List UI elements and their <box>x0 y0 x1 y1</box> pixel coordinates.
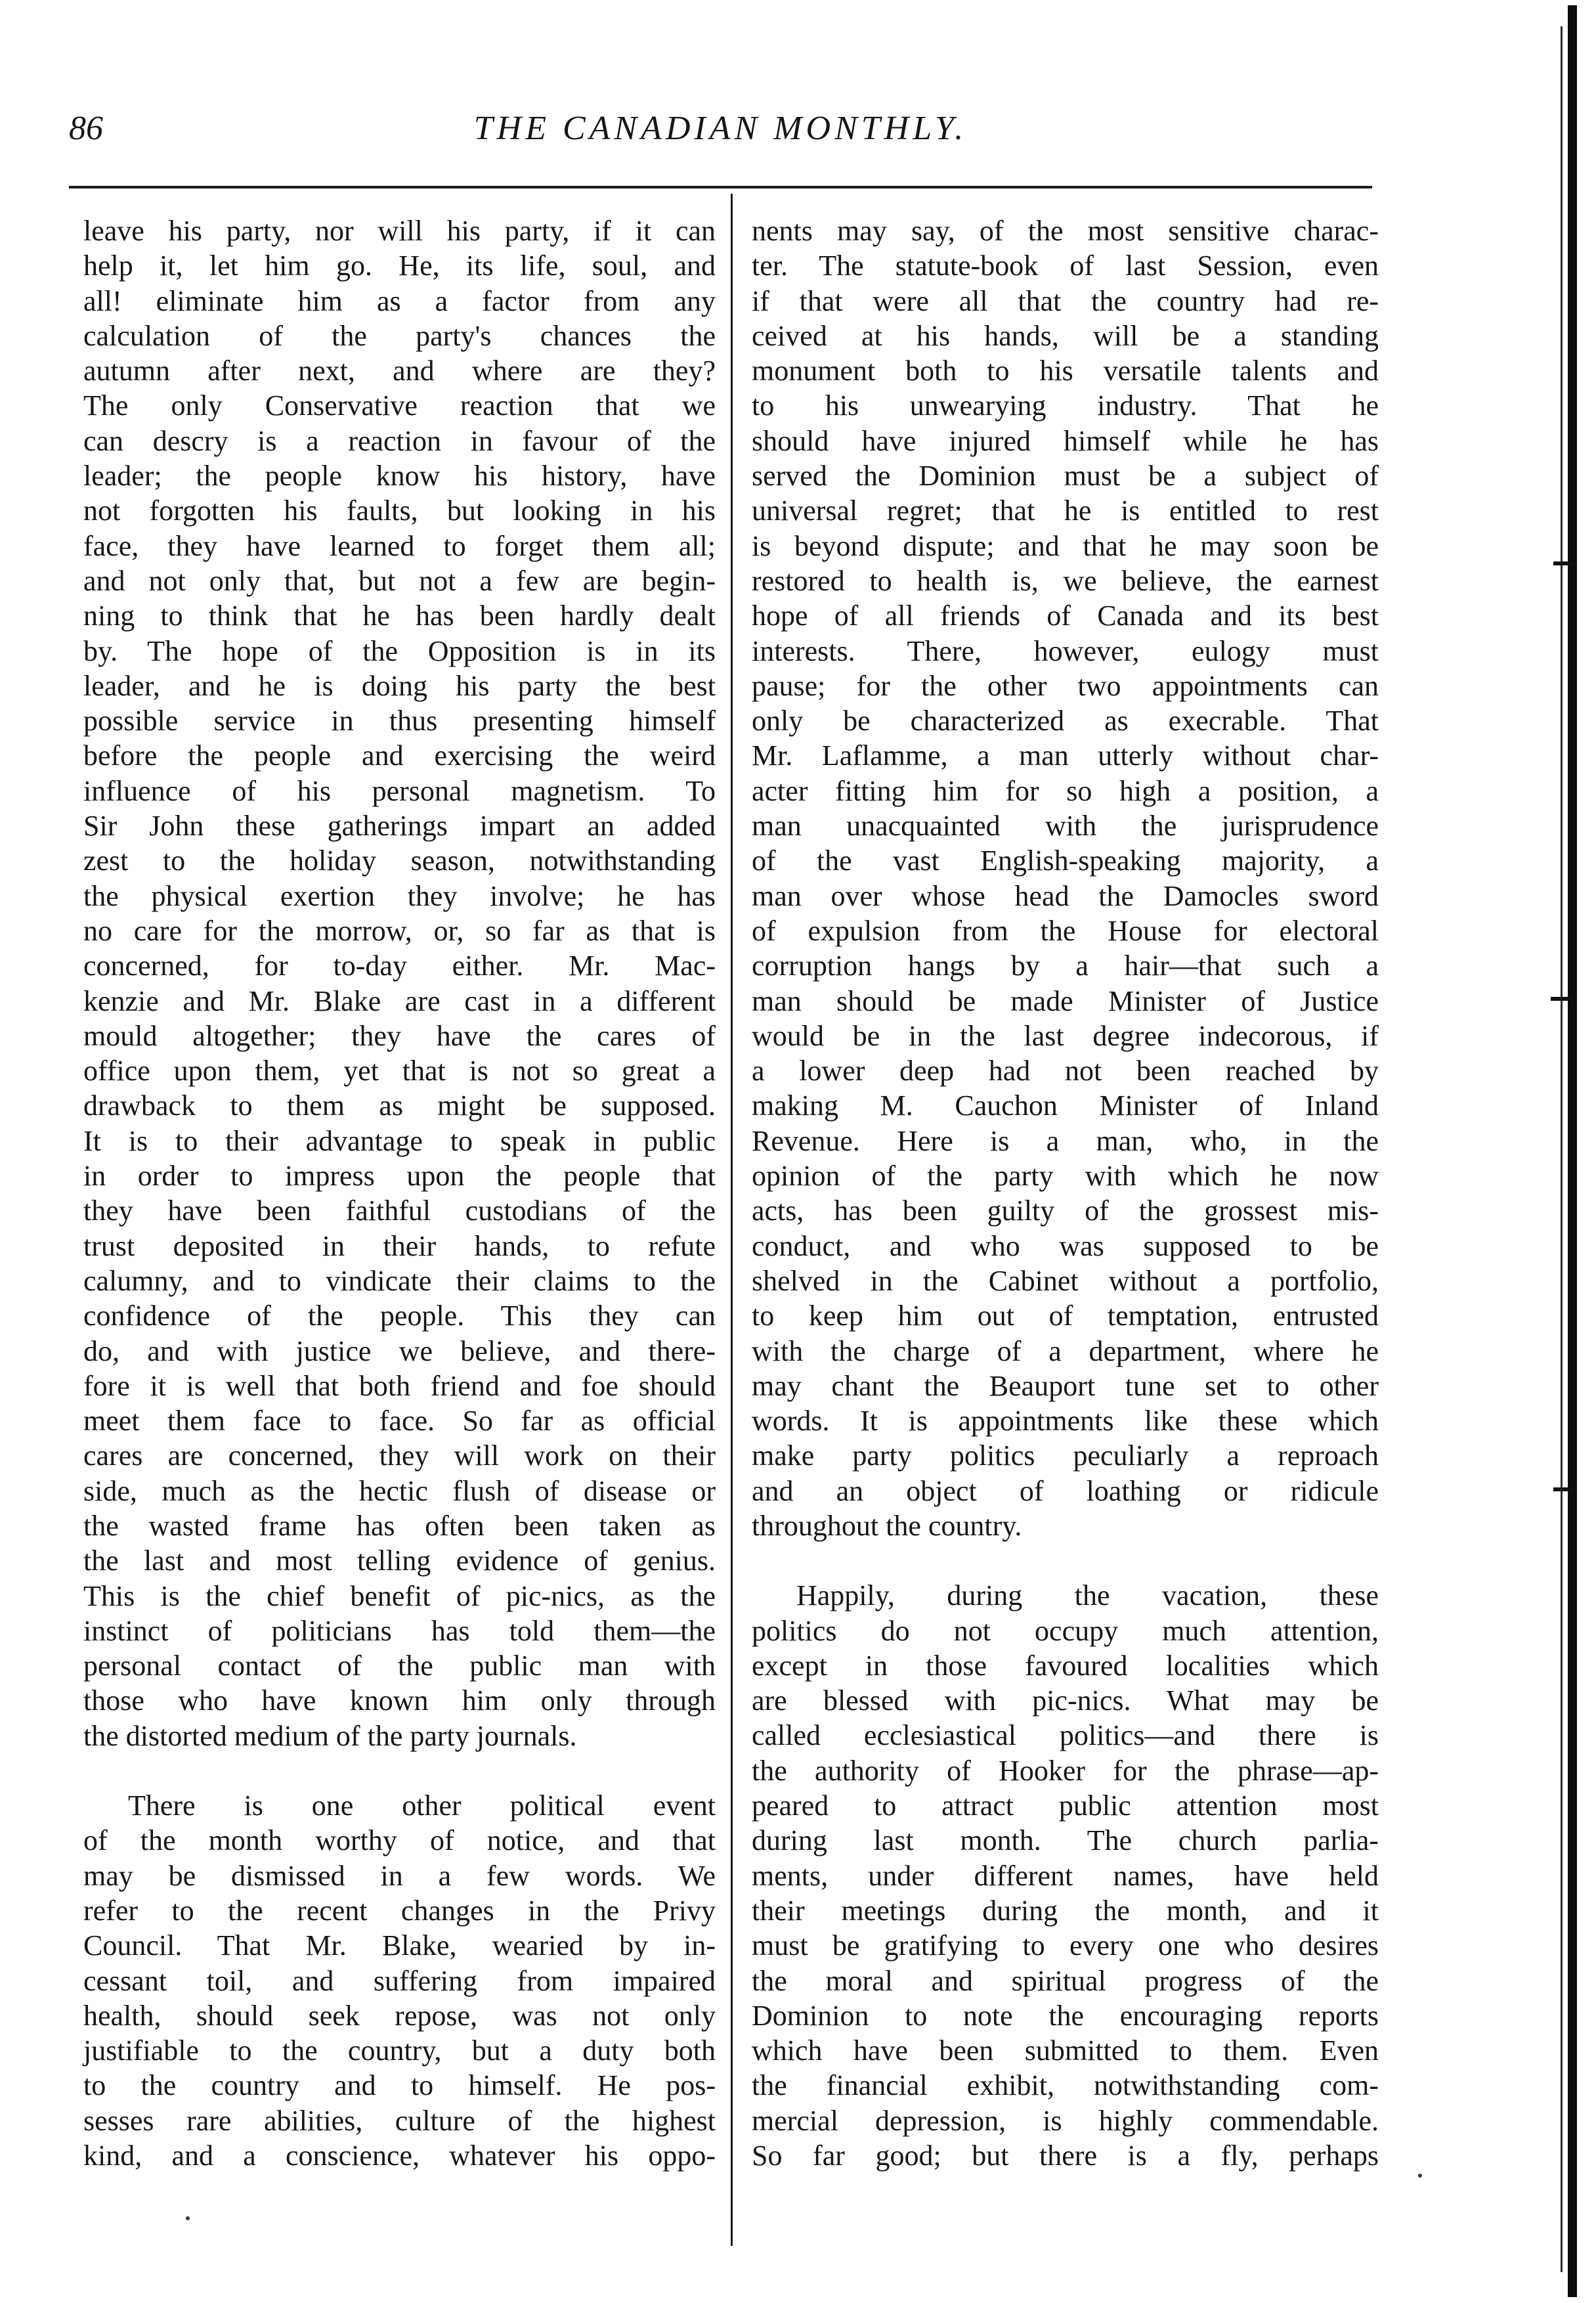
text-line: is beyond dispute; and that he may soon be <box>752 529 1379 562</box>
text-line: It is to their advantage to speak in public <box>83 1124 716 1157</box>
text-line: Revenue. Here is a man, who, in the <box>752 1124 1379 1157</box>
text-line: kind, and a conscience, whatever his oppo- <box>83 2139 716 2172</box>
text-line: refer to the recent changes in the Privy <box>83 1894 716 1927</box>
text-line: interests. There, however, eulogy must <box>752 634 1379 667</box>
text-line: to keep him out of temptation, entrusted <box>752 1300 1379 1332</box>
text-line: should have injured himself while he has <box>752 424 1379 457</box>
text-line: conduct, and who was supposed to be <box>752 1229 1379 1262</box>
text-line: of the vast English-speaking majority, a <box>752 844 1379 877</box>
binding-mark <box>1553 561 1576 565</box>
text-line: face, they have learned to forget them all; <box>83 529 716 562</box>
paper-speck <box>186 2216 190 2220</box>
text-line: ter. The statute-book of last Session, even <box>752 250 1379 282</box>
text-line: those who have known him only through <box>83 1684 716 1717</box>
paper-speck <box>1418 2174 1422 2178</box>
text-line: possible service in thus presenting himself <box>83 705 716 737</box>
text-line: help it, let him go. He, its life, soul, and <box>83 250 716 282</box>
text-line: making M. Cauchon Minister of Inland <box>752 1089 1379 1122</box>
text-line: ments, under different names, have held <box>752 1859 1379 1892</box>
page-edge-shadow <box>1561 26 1563 2272</box>
text-line: universal regret; that he is entitled to rest <box>752 494 1379 527</box>
text-line: zest to the holiday season, notwithstanding <box>83 844 716 877</box>
text-line: ning to think that he has been hardly dealt <box>83 600 716 632</box>
text-line: confidence of the people. This they can <box>83 1300 716 1332</box>
text-line: may be dismissed in a few words. We <box>83 1859 716 1892</box>
text-line: are blessed with pic-nics. What may be <box>752 1684 1379 1717</box>
text-line: man unacquainted with the jurisprudence <box>752 810 1379 843</box>
text-line: autumn after next, and where are they? <box>83 355 716 387</box>
text-line: Happily, during the vacation, these <box>796 1579 1379 1612</box>
text-line: kenzie and Mr. Blake are cast in a different <box>83 984 716 1017</box>
text-line: opinion of the party with which he now <box>752 1160 1379 1193</box>
text-line: leave his party, nor will his party, if it can <box>83 215 716 247</box>
text-line: the wasted frame has often been taken as <box>83 1509 716 1542</box>
text-line: cares are concerned, they will work on their <box>83 1439 716 1472</box>
text-line: the authority of Hooker for the phrase—ap- <box>752 1754 1379 1787</box>
text-line: man should be made Minister of Justice <box>752 984 1379 1017</box>
text-line: the financial exhibit, notwithstanding com- <box>752 2069 1379 2102</box>
text-line: Sir John these gatherings impart an added <box>83 810 716 843</box>
text-line: acter fitting him for so high a position, a <box>752 774 1379 807</box>
text-line: called ecclesiastical politics—and there is <box>752 1719 1379 1752</box>
text-line: the physical exertion they involve; he has <box>83 879 716 912</box>
page-binding-edge <box>1568 5 1577 2297</box>
text-line: and an object of loathing or ridicule <box>752 1474 1379 1507</box>
text-line: peared to attract public attention most <box>752 1789 1379 1822</box>
text-line: before the people and exercising the weird <box>83 739 716 772</box>
text-line: restored to health is, we believe, the earnest <box>752 564 1379 597</box>
text-line: influence of his personal magnetism. To <box>83 774 716 807</box>
text-line: in order to impress upon the people that <box>83 1160 716 1193</box>
text-line: make party politics peculiarly a reproach <box>752 1439 1379 1472</box>
text-line: man over whose head the Damocles sword <box>752 879 1379 912</box>
text-line: cessant toil, and suffering from impaired <box>83 1964 716 1997</box>
text-line: to the country and to himself. He pos- <box>83 2069 716 2102</box>
text-line: trust deposited in their hands, to refute <box>83 1229 716 1262</box>
text-line: a lower deep had not been reached by <box>752 1055 1379 1087</box>
text-line: mercial depression, is highly commendable. <box>752 2104 1379 2137</box>
text-line: which have been submitted to them. Even <box>752 2034 1379 2067</box>
text-line: justifiable to the country, but a duty both <box>83 2034 716 2067</box>
text-line: concerned, for to-day either. Mr. Mac- <box>83 950 716 982</box>
text-line: throughout the country. <box>752 1509 1022 1542</box>
text-line: office upon them, yet that is not so great a <box>83 1055 716 1087</box>
text-line: during last month. The church parlia- <box>752 1824 1379 1857</box>
text-line: they have been faithful custodians of the <box>83 1195 716 1227</box>
page-number: 86 <box>69 110 103 147</box>
text-line: calumny, and to vindicate their claims to the <box>83 1264 716 1297</box>
paragraph-gap <box>752 1543 1379 1578</box>
text-line: and not only that, but not a few are begin- <box>83 564 716 597</box>
text-line: side, much as the hectic flush of disease or <box>83 1474 716 1507</box>
header-rule <box>69 186 1372 188</box>
text-line: no care for the morrow, or, so far as that is <box>83 914 716 947</box>
text-line: if that were all that the country had re- <box>752 284 1379 317</box>
text-line: hope of all friends of Canada and its best <box>752 600 1379 632</box>
text-line: fore it is well that both friend and foe should <box>83 1369 716 1402</box>
text-line: the moral and spiritual progress of the <box>752 1964 1379 1997</box>
text-line: acts, has been guilty of the grossest mis- <box>752 1195 1379 1227</box>
text-line: nents may say, of the most sensitive charac- <box>752 215 1379 247</box>
text-line: served the Dominion must be a subject of <box>752 460 1379 493</box>
text-line: leader, and he is doing his party the best <box>83 669 716 702</box>
text-line: must be gratifying to every one who desires <box>752 1929 1379 1962</box>
text-line: the distorted medium of the party journals. <box>83 1719 577 1752</box>
text-line: may chant the Beauport tune set to other <box>752 1369 1379 1402</box>
text-line: shelved in the Cabinet without a portfolio, <box>752 1264 1379 1297</box>
text-line: only be characterized as execrable. That <box>752 705 1379 737</box>
text-line: So far good; but there is a fly, perhaps <box>752 2139 1379 2172</box>
text-line: do, and with justice we believe, and there- <box>83 1334 716 1367</box>
text-line: words. It is appointments like these which <box>752 1405 1379 1437</box>
text-line: politics do not occupy much attention, <box>752 1614 1379 1647</box>
page-header <box>69 105 1372 158</box>
text-line: all! eliminate him as a factor from any <box>83 284 716 317</box>
left-column <box>83 213 716 2173</box>
text-line: except in those favoured localities which <box>752 1649 1379 1682</box>
text-line: of expulsion from the House for electoral <box>752 914 1379 947</box>
text-line: personal contact of the public man with <box>83 1650 716 1682</box>
binding-mark <box>1553 1487 1576 1491</box>
text-line: Mr. Laflamme, a man utterly without char- <box>752 739 1379 772</box>
right-column <box>752 213 1379 2173</box>
text-line: can descry is a reaction in favour of the <box>83 424 716 457</box>
text-line: by. The hope of the Opposition is in its <box>83 634 716 667</box>
text-line: The only Conservative reaction that we <box>83 389 716 422</box>
text-line: of the month worthy of notice, and that <box>83 1824 716 1857</box>
text-line: pause; for the other two appointments can <box>752 669 1379 702</box>
running-title: THE CANADIAN MONTHLY. <box>473 110 968 147</box>
text-line: monument both to his versatile talents and <box>752 355 1379 387</box>
text-line: There is one other political event <box>128 1789 716 1822</box>
text-line: sesses rare abilities, culture of the highest <box>83 2104 716 2137</box>
text-line: This is the chief benefit of pic-nics, as the <box>83 1579 716 1612</box>
text-line: mould altogether; they have the cares of <box>83 1019 716 1052</box>
text-line: leader; the people know his history, have <box>83 460 716 493</box>
text-line: instinct of politicians has told them—the <box>83 1614 716 1647</box>
text-line: the last and most telling evidence of genius. <box>83 1545 716 1577</box>
text-line: calculation of the party's chances the <box>83 319 716 352</box>
paragraph-gap <box>83 1753 716 1788</box>
text-line: not forgotten his faults, but looking in his <box>83 494 716 527</box>
column-divider <box>731 194 733 2246</box>
text-line: ceived at his hands, will be a standing <box>752 319 1379 352</box>
text-line: corruption hangs by a hair—that such a <box>752 950 1379 982</box>
text-line: to his unwearying industry. That he <box>752 389 1379 422</box>
text-line: would be in the last degree indecorous, if <box>752 1019 1379 1052</box>
text-line: Council. That Mr. Blake, wearied by in- <box>83 1929 716 1962</box>
text-line: health, should seek repose, was not only <box>83 1999 716 2032</box>
text-line: meet them face to face. So far as official <box>83 1405 716 1437</box>
binding-mark <box>1551 997 1573 1001</box>
text-line: drawback to them as might be supposed. <box>83 1089 716 1122</box>
text-line: with the charge of a department, where he <box>752 1334 1379 1367</box>
text-line: their meetings during the month, and it <box>752 1894 1379 1927</box>
text-line: Dominion to note the encouraging reports <box>752 1999 1379 2032</box>
